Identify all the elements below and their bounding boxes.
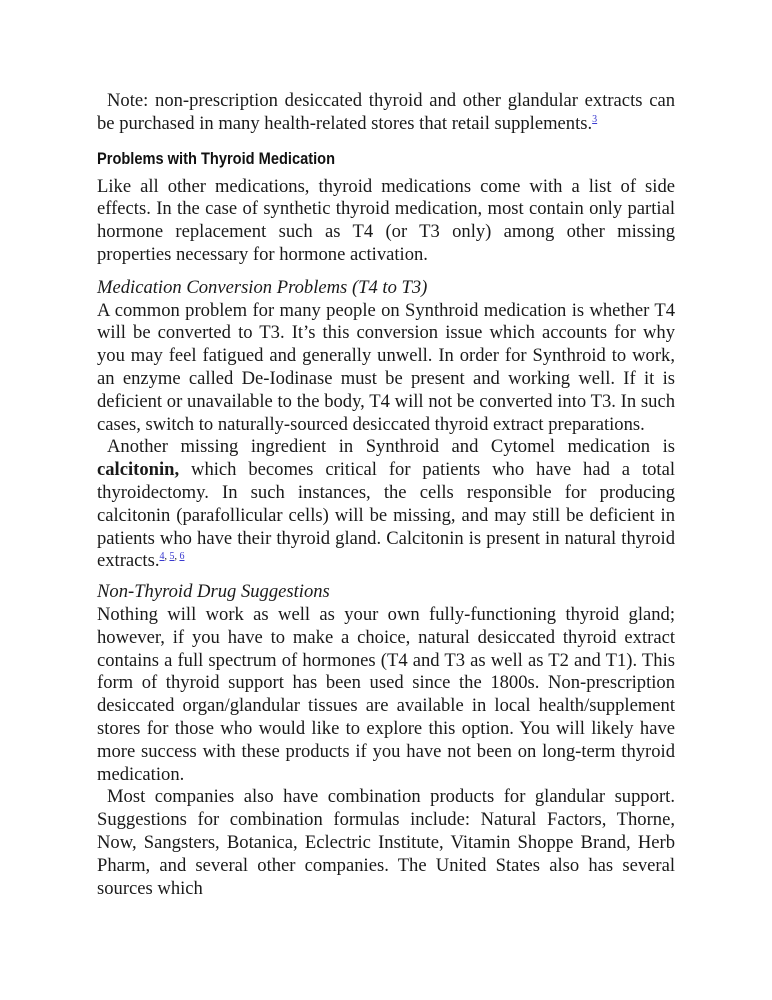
calcitonin-paragraph: [97, 436, 675, 573]
calcitonin-lead-text: Another missing ingredient in Synthroid and Cytomel medication is: [107, 436, 675, 458]
section-heading: Problems with Thyroid Medication: [97, 148, 336, 168]
note-text: Note: non-prescription desiccated thyroid and other glandular extracts can be purchased in many health-related stores that retail supplements.: [97, 90, 675, 134]
note-paragraph: [97, 90, 675, 136]
footnote-refs: 4, 5, 6: [159, 551, 185, 563]
combination-paragraph: Most companies also have combination products for glandular support. Suggestions for combination formulas include: Natural Factors, Thorne, Now, Sangsters, Botanica, Eclectric Institute, Vitamin Shoppe Brand, Herb Pharm, and several other companies. The United States also has several sources which: [97, 786, 675, 899]
calcitonin-rest-text: which becomes critical for patients who have had a total thyroidectomy. In such instances, the cells responsible for producing calcitonin (parafollicular cells) will be missing, and may still be deficient in patients who have their thyroid gland. Calcitonin is present in natural thyroid extracts.: [97, 459, 675, 572]
footnote-ref[interactable]: [592, 114, 597, 125]
calcitonin-term: calcitonin,: [97, 459, 180, 481]
intro-paragraph: Like all other medications, thyroid medications come with a list of side effects. In the case of synthetic thyroid medication, most contain only partial hormone replacement such as T4 (or T3 only) among other missing properties necessary for hormone activation.: [97, 175, 675, 265]
footnote-ref-5[interactable]: 5: [169, 551, 175, 563]
conversion-paragraph: A common problem for many people on Synthroid medication is whether T4 will be converted to T3. It’s this conversion issue which accounts for why you may feel fatigued and generally unwell. In order for Synthroid to work, an enzyme called De-Iodinase must be present and working well. If it is deficient or unavailable to the body, T4 will not be converted into T3. In such cases, switch to naturally-sourced desiccated thyroid extract preparations.: [97, 299, 675, 435]
footnote-ref-4[interactable]: 4: [159, 551, 165, 563]
document-page: [97, 90, 675, 900]
footnote-ref-6[interactable]: 6: [179, 551, 185, 563]
non-thyroid-subheading: Non-Thyroid Drug Suggestions: [97, 581, 330, 603]
non-thyroid-paragraph: Nothing will work as well as your own fully-functioning thyroid gland; however, if you have to make a choice, natural desiccated thyroid extract contains a full spectrum of hormones (T4 and T3 as well as T2 and T1). This form of thyroid support has been used since the 1800s. Non-prescription desiccated organ/glandular tissues are available in local health/supplement stores for those who would like to explore this option. You will likely have more success with these products if you have not been on long-term thyroid medication.: [97, 603, 675, 785]
conversion-subheading: Medication Conversion Problems (T4 to T3): [97, 276, 428, 298]
footnote-ref-3[interactable]: 3: [592, 113, 598, 125]
